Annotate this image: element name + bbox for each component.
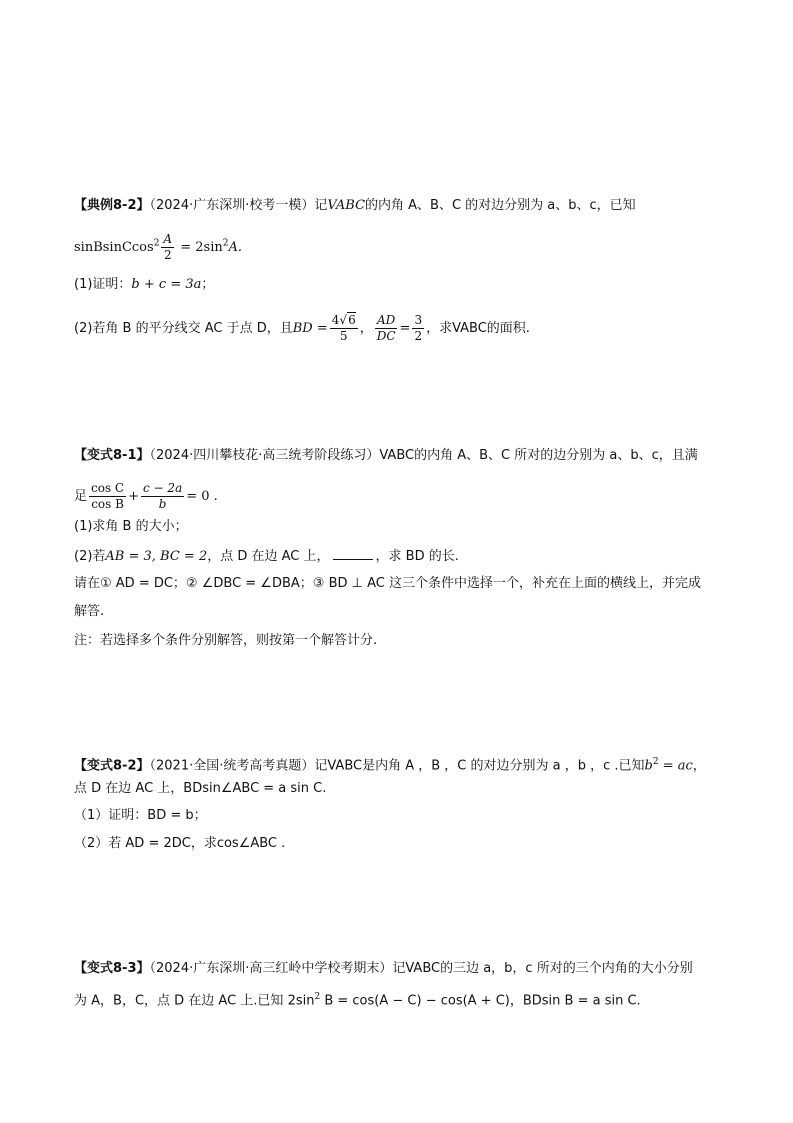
- condition-exp2: 2: [222, 238, 229, 249]
- problem-tag: 【变式8-1】: [74, 448, 150, 463]
- problem-8-3-header: [74, 960, 693, 978]
- condition-expr-c: A.: [228, 240, 242, 255]
- q2-end: ，求VABC的面积.: [426, 321, 530, 336]
- condition-expr-b: = 2sin: [176, 240, 223, 255]
- problem-8-1-note: 注：若选择多个条件分别解答，则按第一个解答计分.: [74, 633, 378, 648]
- q2-label: (2)若角 B 的平分线交 AC 于点 D，且: [74, 321, 293, 336]
- problem-source: （2021·全国·统考高考真题）: [149, 758, 315, 774]
- problem-8-2b-header: 【变式8-2】（2021·全国·统考高考真题）记VABC是内角 A ，B ，C 的对边分别为 a ，b ，c .已知$b^2$ = ac，: [74, 757, 706, 774]
- problem-8-2b-q2: （2）若 AD = 2DC，求cos∠ABC .: [74, 836, 286, 851]
- problem-8-2b-q1: （1）证明：BD = b；: [74, 808, 207, 823]
- problem-source: （2024·广东深圳·校考一模）: [149, 198, 315, 213]
- q1-label: (1)证明：: [74, 277, 132, 292]
- problem-description: 记VABC的三边 a，b，c 所对的三个内角的大小分别: [392, 961, 693, 976]
- problem-8-1-header: [74, 447, 698, 465]
- problem-8-2b-line2: 点 D 在边 AC 上，BDsin∠ABC = a sin C.: [74, 781, 327, 796]
- cond-fraction-1: $\frac{\text{cos C}}{\text{cos B}}$: [91, 481, 125, 511]
- problem-tag: 【典例8-2】: [74, 198, 150, 213]
- problem-8-1-choose-cont: 解答.: [74, 604, 105, 619]
- condition-exp: 2: [153, 238, 160, 249]
- q2-bd: BD =: [292, 321, 328, 336]
- problem-source: （2024·四川攀枝花·高三统考阶段练习）: [149, 448, 380, 463]
- problem-8-2-q2: (2)若角 B 的平分线交 AC 于点 D，且BD = $\frac{4√6}{5}$ ， $\frac{AD}{DC}$ = $\frac{3}{2}$ ，求VABC的面积.: [74, 313, 530, 343]
- problem-8-1-choose: 请在① AD = DC；② ∠DBC = ∠DBA；③ BD ⊥ AC 这三个条件中选择一个，补充在上面的横线上，并完成: [74, 576, 701, 591]
- problem-source: （2024·广东深圳·高三红岭中学校考期末）: [149, 961, 393, 976]
- problem-description: 记VABC是内角 A ，B ，C 的对边分别为 a ，b ，c .已知: [314, 758, 645, 774]
- problem-tag: 【变式8-3】: [74, 961, 150, 976]
- fill-in-blank: [333, 547, 373, 560]
- triangle-label: VABC: [327, 198, 366, 213]
- problem-description: 的内角 A、B、C 的对边分别为 a、b、c，已知: [365, 198, 636, 213]
- condition-fraction: $\frac{A}{2}$: [163, 232, 173, 262]
- problem-8-1-q2: (2)若AB = 3, BC = 2，点 D 在边 AC 上， ，求 BD 的长.: [74, 549, 459, 564]
- problem-8-3-line2: 为 A，B，C，点 D 在边 AC 上.已知 $2\sin^2$ B = cos(A − C) − cos(A + C)，BDsin B = a sin C.: [74, 992, 641, 1009]
- problem-8-2-condition: [74, 232, 242, 263]
- condition-expr-a: sinBsinCcos: [74, 240, 154, 255]
- q2-math: AB = 3, BC = 2: [105, 549, 208, 564]
- q2-fraction-bd: $\frac{4√6}{5}$: [331, 313, 356, 343]
- q1-math: b + c = 3a: [131, 277, 202, 292]
- q2-fraction-ratio: $\frac{AD}{DC}$: [376, 313, 396, 343]
- problem-tag: 【变式8-2】: [74, 758, 150, 774]
- problem-8-1-condition: 足 $\frac{\text{cos C}}{\text{cos B}}$ + $\frac{c - 2a}{b}$ = 0 .: [74, 481, 218, 511]
- problem-8-2-q1: (1)证明：b + c = 3a；: [74, 277, 215, 292]
- problem-intro: 记: [314, 198, 328, 213]
- cond-fraction-2: $\frac{c - 2a}{b}$: [143, 481, 183, 511]
- problem-8-1-q1: (1)求角 B 的大小；: [74, 519, 188, 534]
- q2-fraction-value: $\frac{3}{2}$: [414, 313, 423, 343]
- problem-8-2-header: [74, 197, 636, 215]
- problem-description: VABC的内角 A、B、C 所对的边分别为 a、b、c，且满: [379, 448, 698, 463]
